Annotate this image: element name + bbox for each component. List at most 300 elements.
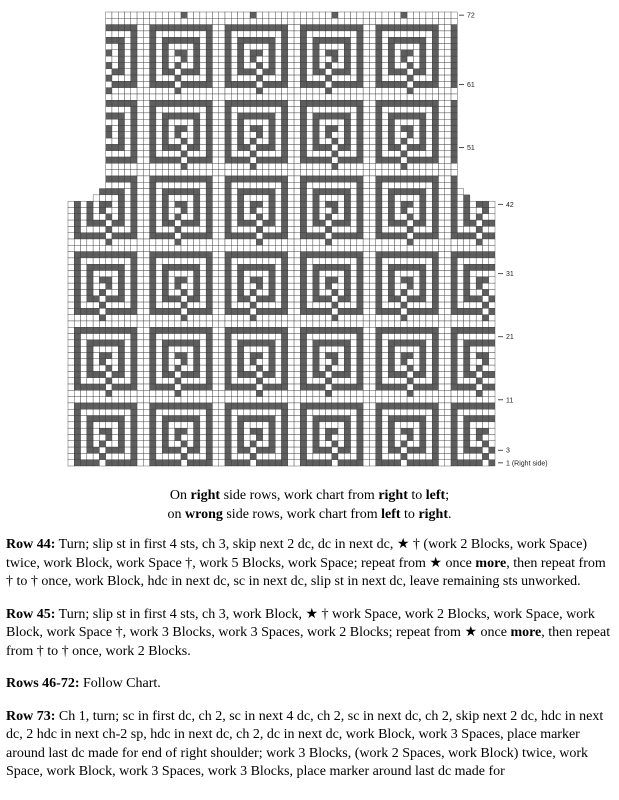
chart-cell <box>93 378 99 384</box>
chart-cell <box>275 359 281 365</box>
chart-cell <box>407 157 413 163</box>
chart-cell <box>426 434 432 440</box>
chart-cell <box>256 296 262 302</box>
chart-cell <box>470 390 476 396</box>
chart-cell <box>275 157 281 163</box>
chart-cell <box>112 81 118 87</box>
chart-cell <box>187 182 193 188</box>
chart-cell <box>131 327 137 333</box>
chart-cell <box>118 283 124 289</box>
chart-cell <box>357 163 363 169</box>
chart-cell <box>187 340 193 346</box>
chart-cell <box>156 302 162 308</box>
chart-cell <box>325 434 331 440</box>
chart-cell <box>168 132 174 138</box>
chart-cell <box>269 302 275 308</box>
chart-cell <box>156 365 162 371</box>
chart-cell <box>351 119 357 125</box>
chart-cell <box>269 189 275 195</box>
chart-cell <box>464 252 470 258</box>
chart-cell <box>212 62 218 68</box>
chart-cell <box>363 226 369 232</box>
chart-cell <box>81 334 87 340</box>
chart-cell <box>156 81 162 87</box>
chart-cell <box>250 390 256 396</box>
chart-cell <box>93 283 99 289</box>
chart-cell <box>231 151 237 157</box>
chart-cell <box>194 81 200 87</box>
chart-cell <box>263 252 269 258</box>
chart-cell <box>219 94 225 100</box>
chart-cell <box>125 416 131 422</box>
chart-cell <box>162 69 168 75</box>
chart-cell <box>250 176 256 182</box>
chart-cell <box>87 371 93 377</box>
chart-cell <box>181 226 187 232</box>
chart-cell <box>351 289 357 295</box>
chart-cell <box>87 334 93 340</box>
chart-cell <box>137 315 143 321</box>
chart-cell <box>325 403 331 409</box>
chart-cell <box>395 107 401 113</box>
chart-cell <box>212 176 218 182</box>
chart-cell <box>181 321 187 327</box>
chart-cell <box>470 264 476 270</box>
chart-cell <box>395 453 401 459</box>
chart-cell <box>125 214 131 220</box>
chart-cell <box>288 302 294 308</box>
chart-cell <box>413 195 419 201</box>
chart-cell <box>457 353 463 359</box>
chart-cell <box>351 75 357 81</box>
chart-cell <box>231 334 237 340</box>
chart-cell <box>395 353 401 359</box>
chart-cell <box>219 296 225 302</box>
chart-cell <box>156 69 162 75</box>
chart-cell <box>313 378 319 384</box>
chart-cell <box>407 31 413 37</box>
chart-cell <box>438 271 444 277</box>
chart-cell <box>388 378 394 384</box>
chart-cell <box>168 384 174 390</box>
chart-cell <box>106 126 112 132</box>
chart-cell <box>307 321 313 327</box>
chart-cell <box>420 132 426 138</box>
chart-cell <box>112 119 118 125</box>
chart-cell <box>269 25 275 31</box>
chart-cell <box>426 378 432 384</box>
chart-cell <box>118 428 124 434</box>
chart-cell <box>256 195 262 201</box>
chart-cell <box>168 397 174 403</box>
chart-cell <box>125 258 131 264</box>
chart-cell <box>395 308 401 314</box>
chart-cell <box>250 277 256 283</box>
chart-cell <box>131 233 137 239</box>
caption-text: . <box>448 507 452 522</box>
chart-cell <box>445 151 451 157</box>
chart-cell <box>300 384 306 390</box>
chart-cell <box>294 315 300 321</box>
chart-cell <box>338 220 344 226</box>
chart-cell <box>250 453 256 459</box>
chart-cell <box>74 277 80 283</box>
chart-cell <box>194 346 200 352</box>
chart-cell <box>206 44 212 50</box>
chart-cell <box>376 100 382 106</box>
chart-cell <box>219 138 225 144</box>
chart-cell <box>382 264 388 270</box>
chart-cell <box>382 170 388 176</box>
chart-cell <box>206 81 212 87</box>
chart-cell <box>156 182 162 188</box>
chart-cell <box>319 176 325 182</box>
chart-cell <box>238 271 244 277</box>
chart-cell <box>263 88 269 94</box>
chart-cell <box>376 340 382 346</box>
instruction-text: Ch 1, turn; sc in first dc, ch 2, sc in next 4 dc, ch 2, sc in next dc, ch 2, skip next 2 dc, hdc in next dc, 2 hdc in next ch-2 sp, hdc in next dc, ch 2, dc in next dc, work Block, work 3 Spaces, place marker around last dc made for end of right shoulder; work 3 Blocks, (work 2 Spaces, work Block) twice, work Space, work Block, work 3 Spaces, work 3 Blocks, place marker around last dc made for <box>6 708 604 779</box>
chart-cell <box>162 157 168 163</box>
chart-cell <box>81 422 87 428</box>
chart-cell <box>250 12 256 18</box>
chart-cell <box>332 397 338 403</box>
chart-cell <box>244 214 250 220</box>
chart-cell <box>162 37 168 43</box>
chart-cell <box>294 207 300 213</box>
chart-cell <box>369 397 375 403</box>
chart-cell <box>250 100 256 106</box>
chart-cell <box>212 119 218 125</box>
chart-cell <box>319 113 325 119</box>
chart-cell <box>256 94 262 100</box>
chart-cell <box>369 201 375 207</box>
chart-cell <box>156 62 162 68</box>
chart-cell <box>300 340 306 346</box>
chart-cell <box>269 201 275 207</box>
chart-cell <box>438 195 444 201</box>
chart-cell <box>438 453 444 459</box>
chart-cell <box>288 12 294 18</box>
chart-cell <box>187 321 193 327</box>
chart-cell <box>143 416 149 422</box>
chart-cell <box>150 44 156 50</box>
chart-cell <box>413 12 419 18</box>
chart-cell <box>407 75 413 81</box>
chart-cell <box>106 18 112 24</box>
chart-cell <box>332 308 338 314</box>
chart-cell <box>150 302 156 308</box>
chart-cell <box>168 176 174 182</box>
chart-cell <box>420 69 426 75</box>
chart-cell <box>351 397 357 403</box>
chart-cell <box>269 441 275 447</box>
chart-cell <box>212 81 218 87</box>
chart-cell <box>432 170 438 176</box>
chart-cell <box>143 334 149 340</box>
chart-cell <box>244 25 250 31</box>
caption-line-2 <box>0 505 619 524</box>
chart-cell <box>344 207 350 213</box>
chart-cell <box>200 334 206 340</box>
chart-cell <box>162 113 168 119</box>
chart-cell <box>250 409 256 415</box>
chart-cell <box>489 416 495 422</box>
chart-cell <box>131 56 137 62</box>
chart-cell <box>413 62 419 68</box>
chart-cell <box>74 321 80 327</box>
chart-cell <box>118 132 124 138</box>
chart-cell <box>363 365 369 371</box>
chart-cell <box>294 37 300 43</box>
chart-cell <box>294 289 300 295</box>
chart-cell <box>319 277 325 283</box>
chart-cell <box>263 207 269 213</box>
chart-cell <box>269 289 275 295</box>
chart-cell <box>156 239 162 245</box>
chart-cell <box>187 214 193 220</box>
chart-cell <box>319 12 325 18</box>
chart-cell <box>200 81 206 87</box>
chart-cell <box>338 334 344 340</box>
chart-cell <box>125 353 131 359</box>
chart-cell <box>307 390 313 396</box>
chart-cell <box>81 220 87 226</box>
chart-cell <box>426 258 432 264</box>
chart-cell <box>325 170 331 176</box>
chart-cell <box>87 390 93 396</box>
chart-cell <box>156 75 162 81</box>
chart-cell <box>420 397 426 403</box>
chart-cell <box>307 69 313 75</box>
chart-cell <box>181 220 187 226</box>
chart-cell <box>388 409 394 415</box>
chart-cell <box>162 271 168 277</box>
chart-cell <box>269 94 275 100</box>
chart-cell <box>363 163 369 169</box>
chart-cell <box>376 283 382 289</box>
chart-cell <box>401 390 407 396</box>
chart-cell <box>369 327 375 333</box>
chart-cell <box>351 157 357 163</box>
chart-cell <box>168 403 174 409</box>
chart-cell <box>93 264 99 270</box>
chart-cell <box>464 334 470 340</box>
chart-cell <box>351 56 357 62</box>
chart-cell <box>143 50 149 56</box>
chart-cell <box>457 207 463 213</box>
chart-cell <box>407 56 413 62</box>
chart-cell <box>395 132 401 138</box>
chart-cell <box>200 18 206 24</box>
chart-cell <box>131 346 137 352</box>
chart-cell <box>250 62 256 68</box>
chart-cell <box>81 315 87 321</box>
chart-cell <box>313 409 319 415</box>
chart-cell <box>131 195 137 201</box>
chart-cell <box>225 176 231 182</box>
chart-cell <box>143 371 149 377</box>
chart-cell <box>363 340 369 346</box>
chart-cell <box>363 296 369 302</box>
chart-cell <box>363 176 369 182</box>
chart-cell <box>68 315 74 321</box>
chart-cell <box>489 201 495 207</box>
chart-cell <box>300 163 306 169</box>
chart-cell <box>369 390 375 396</box>
chart-cell <box>420 214 426 220</box>
chart-cell <box>150 195 156 201</box>
chart-cell <box>99 277 105 283</box>
chart-cell <box>294 44 300 50</box>
chart-cell <box>438 441 444 447</box>
chart-cell <box>112 50 118 56</box>
chart-cell <box>369 365 375 371</box>
chart-cell <box>325 94 331 100</box>
chart-cell <box>231 100 237 106</box>
chart-cell <box>156 359 162 365</box>
chart-cell <box>250 170 256 176</box>
chart-cell <box>118 353 124 359</box>
chart-cell <box>395 25 401 31</box>
chart-cell <box>206 113 212 119</box>
chart-cell <box>181 416 187 422</box>
chart-cell <box>250 37 256 43</box>
chart-cell <box>294 271 300 277</box>
chart-cell <box>294 144 300 150</box>
chart-cell <box>225 113 231 119</box>
chart-cell <box>420 25 426 31</box>
chart-cell <box>250 226 256 232</box>
chart-cell <box>137 44 143 50</box>
chart-cell <box>325 62 331 68</box>
chart-cell <box>225 144 231 150</box>
chart-cell <box>168 365 174 371</box>
chart-cell <box>99 271 105 277</box>
chart-cell <box>150 37 156 43</box>
chart-cell <box>332 163 338 169</box>
chart-cell <box>256 277 262 283</box>
chart-cell <box>112 214 118 220</box>
chart-cell <box>388 195 394 201</box>
chart-cell <box>181 75 187 81</box>
chart-cell <box>74 239 80 245</box>
chart-cell <box>482 453 488 459</box>
chart-cell <box>275 31 281 37</box>
chart-cell <box>194 245 200 251</box>
chart-cell <box>143 302 149 308</box>
chart-cell <box>388 132 394 138</box>
chart-cell <box>407 170 413 176</box>
chart-cell <box>256 25 262 31</box>
chart-cell <box>131 176 137 182</box>
chart-cell <box>307 289 313 295</box>
chart-cell <box>325 75 331 81</box>
chart-cell <box>300 50 306 56</box>
chart-cell <box>376 258 382 264</box>
chart-cell <box>432 334 438 340</box>
chart-cell <box>244 447 250 453</box>
chart-cell <box>319 25 325 31</box>
chart-cell <box>125 62 131 68</box>
chart-cell <box>137 460 143 466</box>
chart-cell <box>282 220 288 226</box>
chart-cell <box>325 233 331 239</box>
chart-cell <box>319 56 325 62</box>
chart-cell <box>294 258 300 264</box>
chart-cell <box>74 302 80 308</box>
chart-cell <box>137 334 143 340</box>
chart-cell <box>68 422 74 428</box>
chart-cell <box>187 277 193 283</box>
chart-cell <box>150 214 156 220</box>
chart-cell <box>219 132 225 138</box>
chart-cell <box>118 126 124 132</box>
chart-cell <box>231 214 237 220</box>
chart-cell <box>231 37 237 43</box>
chart-cell <box>106 359 112 365</box>
chart-cell <box>150 428 156 434</box>
chart-cell <box>238 176 244 182</box>
chart-cell <box>351 12 357 18</box>
chart-cell <box>244 157 250 163</box>
chart-cell <box>194 56 200 62</box>
chart-cell <box>125 69 131 75</box>
chart-cell <box>118 189 124 195</box>
chart-cell <box>376 226 382 232</box>
chart-cell <box>156 245 162 251</box>
chart-cell <box>401 138 407 144</box>
chart-cell <box>131 163 137 169</box>
chart-cell <box>238 37 244 43</box>
chart-cell <box>413 378 419 384</box>
chart-cell <box>351 441 357 447</box>
chart-cell <box>93 252 99 258</box>
chart-cell <box>338 226 344 232</box>
chart-cell <box>181 390 187 396</box>
chart-cell <box>332 138 338 144</box>
chart-cell <box>357 378 363 384</box>
chart-cell <box>231 403 237 409</box>
chart-cell <box>175 346 181 352</box>
chart-cell <box>313 397 319 403</box>
chart-cell <box>269 453 275 459</box>
chart-cell <box>319 447 325 453</box>
chart-cell <box>225 189 231 195</box>
chart-cell <box>432 239 438 245</box>
chart-cell <box>344 88 350 94</box>
chart-cell <box>344 195 350 201</box>
chart-cell <box>294 378 300 384</box>
chart-cell <box>68 434 74 440</box>
chart-cell <box>282 441 288 447</box>
caption-text: to <box>407 488 426 503</box>
chart-cell <box>489 453 495 459</box>
chart-cell <box>451 252 457 258</box>
chart-cell <box>244 75 250 81</box>
chart-cell <box>294 453 300 459</box>
chart-cell <box>282 289 288 295</box>
chart-cell <box>231 308 237 314</box>
chart-cell <box>288 138 294 144</box>
chart-cell <box>99 321 105 327</box>
chart-cell <box>313 453 319 459</box>
chart-cell <box>125 308 131 314</box>
chart-cell <box>238 327 244 333</box>
chart-cell <box>445 453 451 459</box>
chart-cell <box>319 189 325 195</box>
star-icon: ★ <box>464 625 477 640</box>
chart-cell <box>482 302 488 308</box>
